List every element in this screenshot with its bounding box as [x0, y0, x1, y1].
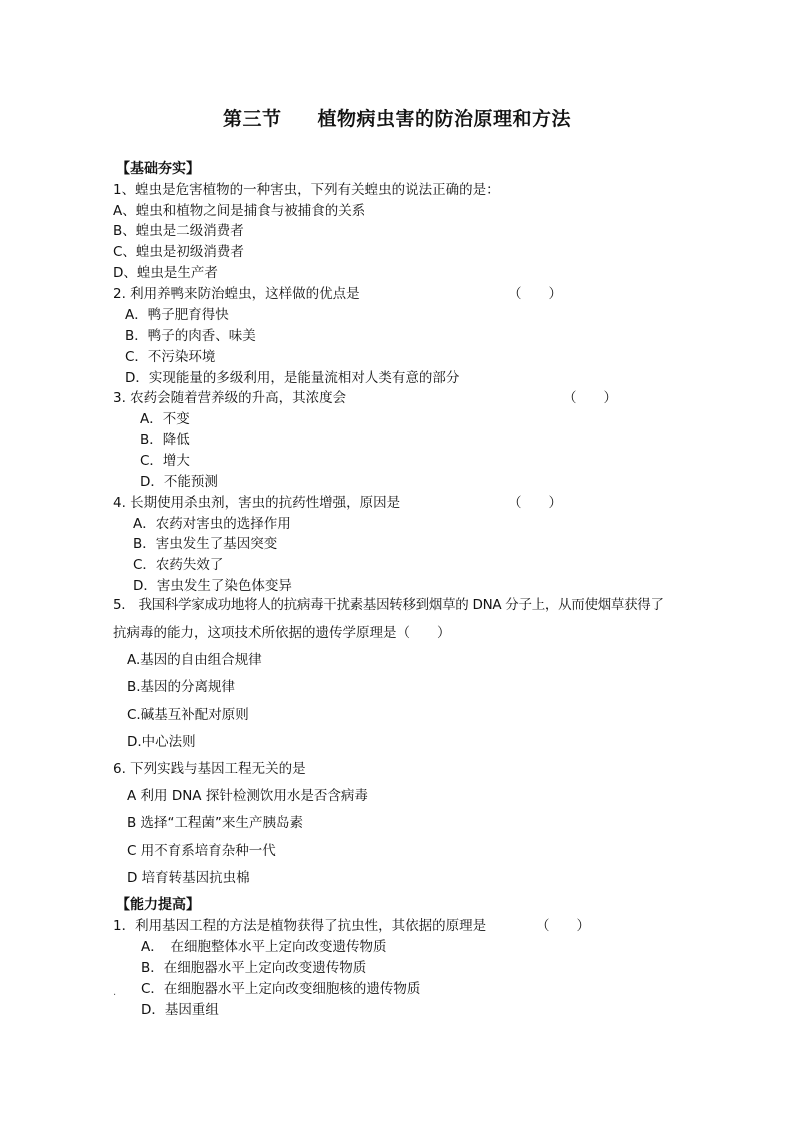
question-3-stem: 3. 农药会随着营养级的升高，其浓度会 — [113, 390, 347, 406]
question-7-option-a: A． 在细胞整体水平上定向改变遗传物质 — [141, 939, 387, 955]
question-5-option-c: C.碱基互补配对原则 — [127, 707, 249, 723]
question-1-option-c: C、蝗虫是初级消费者 — [113, 244, 244, 260]
question-1-option-d: D、蝗虫是生产者 — [113, 265, 218, 281]
question-2-option-a: A．鸭子肥育得快 — [125, 307, 229, 323]
question-2-option-b: B．鸭子的肉香、味美 — [125, 328, 256, 344]
question-3-option-a: A．不变 — [140, 411, 190, 427]
question-2-answer-blank: （ ） — [508, 286, 562, 302]
question-3-answer-blank: （ ） — [563, 390, 617, 406]
title-part1: 第三节 — [222, 108, 282, 130]
question-1-option-a: A、蝗虫和植物之间是捕食与被捕食的关系 — [113, 203, 366, 219]
question-2-option-d: D．实现能量的多级利用，是能量流相对人类有意的部分 — [125, 370, 460, 386]
question-5-option-a: A.基因的自由组合规律 — [127, 652, 262, 668]
question-6-stem: 6. 下列实践与基因工程无关的是 — [113, 761, 306, 777]
question-7-answer-blank: （ ） — [536, 918, 590, 934]
question-7-option-c: C．在细胞器水平上定向改变细胞核的遗传物质 — [141, 981, 421, 997]
question-1-option-b: B、蝗虫是二级消费者 — [113, 223, 244, 239]
question-4-option-d: D．害虫发生了染色体变异 — [133, 578, 292, 594]
question-5-option-d: D.中心法则 — [127, 734, 196, 750]
question-6-option-d: D 培育转基因抗虫棉 — [127, 870, 250, 886]
question-3-option-c: C．增大 — [140, 453, 190, 469]
question-5-stem-line-2: 抗病毒的能力，这项技术所依据的遗传学原理是（ ） — [113, 625, 451, 641]
question-4-option-a: A．农药对害虫的选择作用 — [133, 516, 291, 532]
question-2-stem: 2. 利用养鸭来防治蝗虫，这样做的优点是 — [113, 286, 360, 302]
title-part2: 植物病虫害的防治原理和方法 — [317, 108, 572, 130]
question-6-option-a: A 利用 DNA 探针检测饮用水是否含病毒 — [127, 788, 368, 804]
question-3-option-b: B．降低 — [140, 432, 190, 448]
question-2-option-c: C．不污染环境 — [125, 349, 216, 365]
question-4-answer-blank: （ ） — [508, 495, 562, 511]
question-3-option-d: D．不能预测 — [140, 474, 218, 490]
question-4-option-c: C．农药失效了 — [133, 557, 224, 573]
question-7-option-b: B．在细胞器水平上定向改变遗传物质 — [141, 960, 367, 976]
question-5-option-b: B.基因的分离规律 — [127, 679, 236, 695]
question-4-option-b: B．害虫发生了基因突变 — [133, 536, 278, 552]
question-7-stem: 1．利用基因工程的方法是植物获得了抗虫性，其依据的原理是 — [113, 918, 487, 934]
question-1-stem: 1、蝗虫是危害植物的一种害虫，下列有关蝗虫的说法正确的是： — [113, 182, 500, 198]
section-heading-basic: 【基础夯实】 — [116, 161, 200, 177]
stray-mark: . — [113, 987, 117, 998]
page-title — [0, 104, 794, 131]
question-7-option-d: D．基因重组 — [141, 1002, 219, 1018]
section-heading-advanced: 【能力提高】 — [116, 897, 200, 913]
question-6-option-c: C 用不育系培育杂种一代 — [127, 843, 276, 859]
question-6-option-b: B 选择“工程菌”来生产胰岛素 — [127, 815, 304, 831]
question-4-stem: 4. 长期使用杀虫剂，害虫的抗药性增强，原因是 — [113, 495, 401, 511]
question-5-stem-line-1: 5. 我国科学家成功地将人的抗病毒干扰素基因转移到烟草的 DNA 分子上，从而使烟草获得了 — [113, 597, 664, 613]
